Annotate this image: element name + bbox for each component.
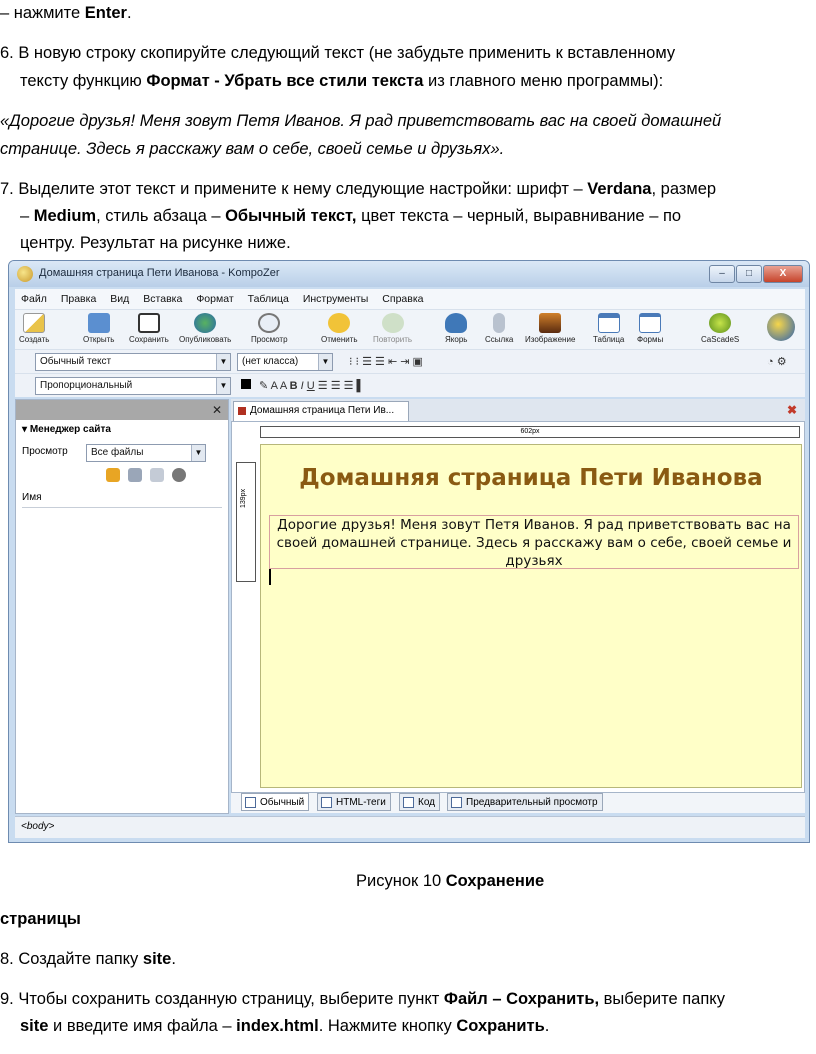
close-button[interactable]: X [763,265,803,283]
toolbar-save-button[interactable]: Сохранить [129,313,169,344]
step-9-line-1: 9. Чтобы сохранить созданную страницу, выберите пункт Файл – Сохранить, выберите папку [0,990,725,1008]
new-icon [23,313,45,333]
document-tabs [231,399,805,421]
step-7-line-1: 7. Выделите этот текст и примените к нему следующие настройки: шрифт – Verdana, размер [0,180,717,198]
menu-edit[interactable]: Правка [60,293,97,305]
toolbar-preview-button[interactable]: Просмотр [251,313,288,344]
toolbar-undo-button[interactable]: Отменить [321,313,358,344]
html-tags-icon [321,797,332,808]
app-icon [17,266,33,282]
toolbar-link-button[interactable]: Ссылка [485,313,513,344]
toolbar-new-button[interactable]: Создать [19,313,49,344]
editor-area[interactable] [231,421,805,793]
toolbar-publish-button[interactable]: Опубликовать [179,313,231,344]
menu-insert[interactable]: Вставка [143,293,183,305]
redo-icon [382,313,404,333]
text-format-buttons[interactable]: ✎ A A B I U ☰ ☰ ☰ ▌ [259,380,365,392]
open-icon [88,313,110,333]
vertical-ruler: 139px [236,462,256,582]
tab-html-tags[interactable]: HTML-теги [317,793,391,811]
chevron-down-icon: ▼ [216,378,230,394]
menu-tools[interactable]: Инструменты [302,293,369,305]
quote-line-1: «Дорогие друзья! Меня зовут Петя Иванов. Я рад приветствовать вас на своей домашней [0,112,722,130]
undo-icon [328,313,350,333]
text-caret [269,569,271,585]
panel-header [16,400,228,420]
edit-icon[interactable] [150,468,164,482]
kompozer-logo [767,313,795,343]
step-7-line-2: – Medium, стиль абзаца – Обычный текст, цвет текста – черный, выравнивание – по [20,207,682,225]
site-manager-icons [106,468,186,482]
table-icon [598,313,620,333]
name-column-header[interactable]: Имя [22,492,222,508]
list-buttons[interactable]: ⁝ ⁝ ☰ ☰ ⇤ ⇥ ▣ [349,356,423,368]
menu-bar [15,289,805,309]
document-icon [238,407,246,415]
format-toolbar-2 [15,373,805,397]
toolbar-image-button[interactable]: Изображение [525,313,575,344]
quote-line-2: странице. Здесь я расскажу вам о себе, своей семье и друзьях». [0,140,505,158]
paragraph-style-select[interactable]: Обычный текст ▼ [35,353,231,371]
font-select[interactable]: Пропорциональный ▼ [35,377,231,395]
menu-table[interactable]: Таблица [247,293,289,305]
menu-file[interactable]: Файл [21,293,47,305]
toolbar-cascades-button[interactable]: CaScadeS [701,313,739,344]
page-canvas[interactable] [260,444,802,788]
kompozer-screenshot [8,260,810,843]
tab-source[interactable]: Код [399,793,440,811]
horizontal-ruler: 602px [260,426,800,438]
toolbar-forms-button[interactable]: Формы [637,313,663,344]
preview-icon [258,313,280,333]
toolbar-table-button[interactable]: Таблица [593,313,624,344]
step-7-line-3: центру. Результат на рисунке ниже. [20,234,291,252]
minimize-button[interactable]: – [709,265,735,283]
menu-view[interactable]: Вид [110,293,130,305]
menu-help[interactable]: Справка [382,293,424,305]
preview-mode-icon [451,797,462,808]
toolbar-anchor-button[interactable]: Якорь [445,313,467,344]
chevron-down-icon: ▼ [191,445,205,461]
figure-caption-continuation: страницы [0,910,81,928]
anchor-icon [445,313,467,333]
color-picker[interactable] [241,378,251,394]
main-toolbar [15,309,805,349]
delete-icon[interactable] [172,468,186,482]
view-label: Просмотр [22,446,68,457]
step-8: 8. Создайте папку site. [0,950,176,968]
document-tab[interactable]: Домашняя страница Пети Ив... [233,401,409,421]
toolbar-redo-button[interactable]: Повторить [373,313,412,344]
step-9-line-2: site и введите имя файла – index.html. Нажмите кнопку Сохранить. [20,1017,550,1035]
site-manager-panel [15,399,229,814]
step-6-line-1: 6. В новую строку скопируйте следующий текст (не забудьте применить к вставленному [0,44,676,62]
class-select[interactable]: (нет класса) ▼ [237,353,333,371]
link-icon [493,313,505,333]
maximize-button[interactable]: □ [736,265,762,283]
window-titlebar [9,261,809,287]
new-file-icon[interactable] [128,468,142,482]
edit-mode-tabs [231,793,805,813]
save-icon [138,313,160,333]
toolbar-open-button[interactable]: Открыть [83,313,114,344]
format-toolbar-1 [15,349,805,373]
page-paragraph: Дорогие друзья! Меня зовут Петя Иванов. Я рад приветствовать вас на своей домашней странице. Здесь я расскажу вам о себе, своей семье и друзьях [269,515,799,569]
misc-icons[interactable]: ◔ ⚙ [767,356,787,368]
folder-icon[interactable] [106,468,120,482]
menu-format[interactable]: Формат [196,293,234,305]
normal-mode-icon [245,797,256,808]
status-bar: <body> [15,816,805,838]
site-manager-title: ▾ Менеджер сайта [22,424,111,435]
tab-normal[interactable]: Обычный [241,793,309,811]
chevron-down-icon: ▼ [318,354,332,370]
publish-icon [194,313,216,333]
close-tab-icon[interactable]: ✖ [786,403,797,417]
globe-logo-icon [767,313,795,341]
page-heading: Домашняя страница Пети Иванова [299,465,763,491]
line-press-enter: – нажмите Enter. [0,4,132,22]
figure-caption: Рисунок 10 Сохранение [356,872,545,890]
step-6-line-2: тексту функцию Формат - Убрать все стили текста из главного меню программы): [20,72,664,90]
cascades-icon [709,313,731,333]
view-select[interactable]: Все файлы ▼ [86,444,206,462]
source-icon [403,797,414,808]
forms-icon [639,313,661,333]
window-title: Домашняя страница Пети Иванова - KompoZer [39,267,280,279]
image-icon [539,313,561,333]
tab-preview[interactable]: Предварительный просмотр [447,793,603,811]
chevron-down-icon: ▼ [216,354,230,370]
close-icon[interactable]: ✕ [211,403,222,417]
